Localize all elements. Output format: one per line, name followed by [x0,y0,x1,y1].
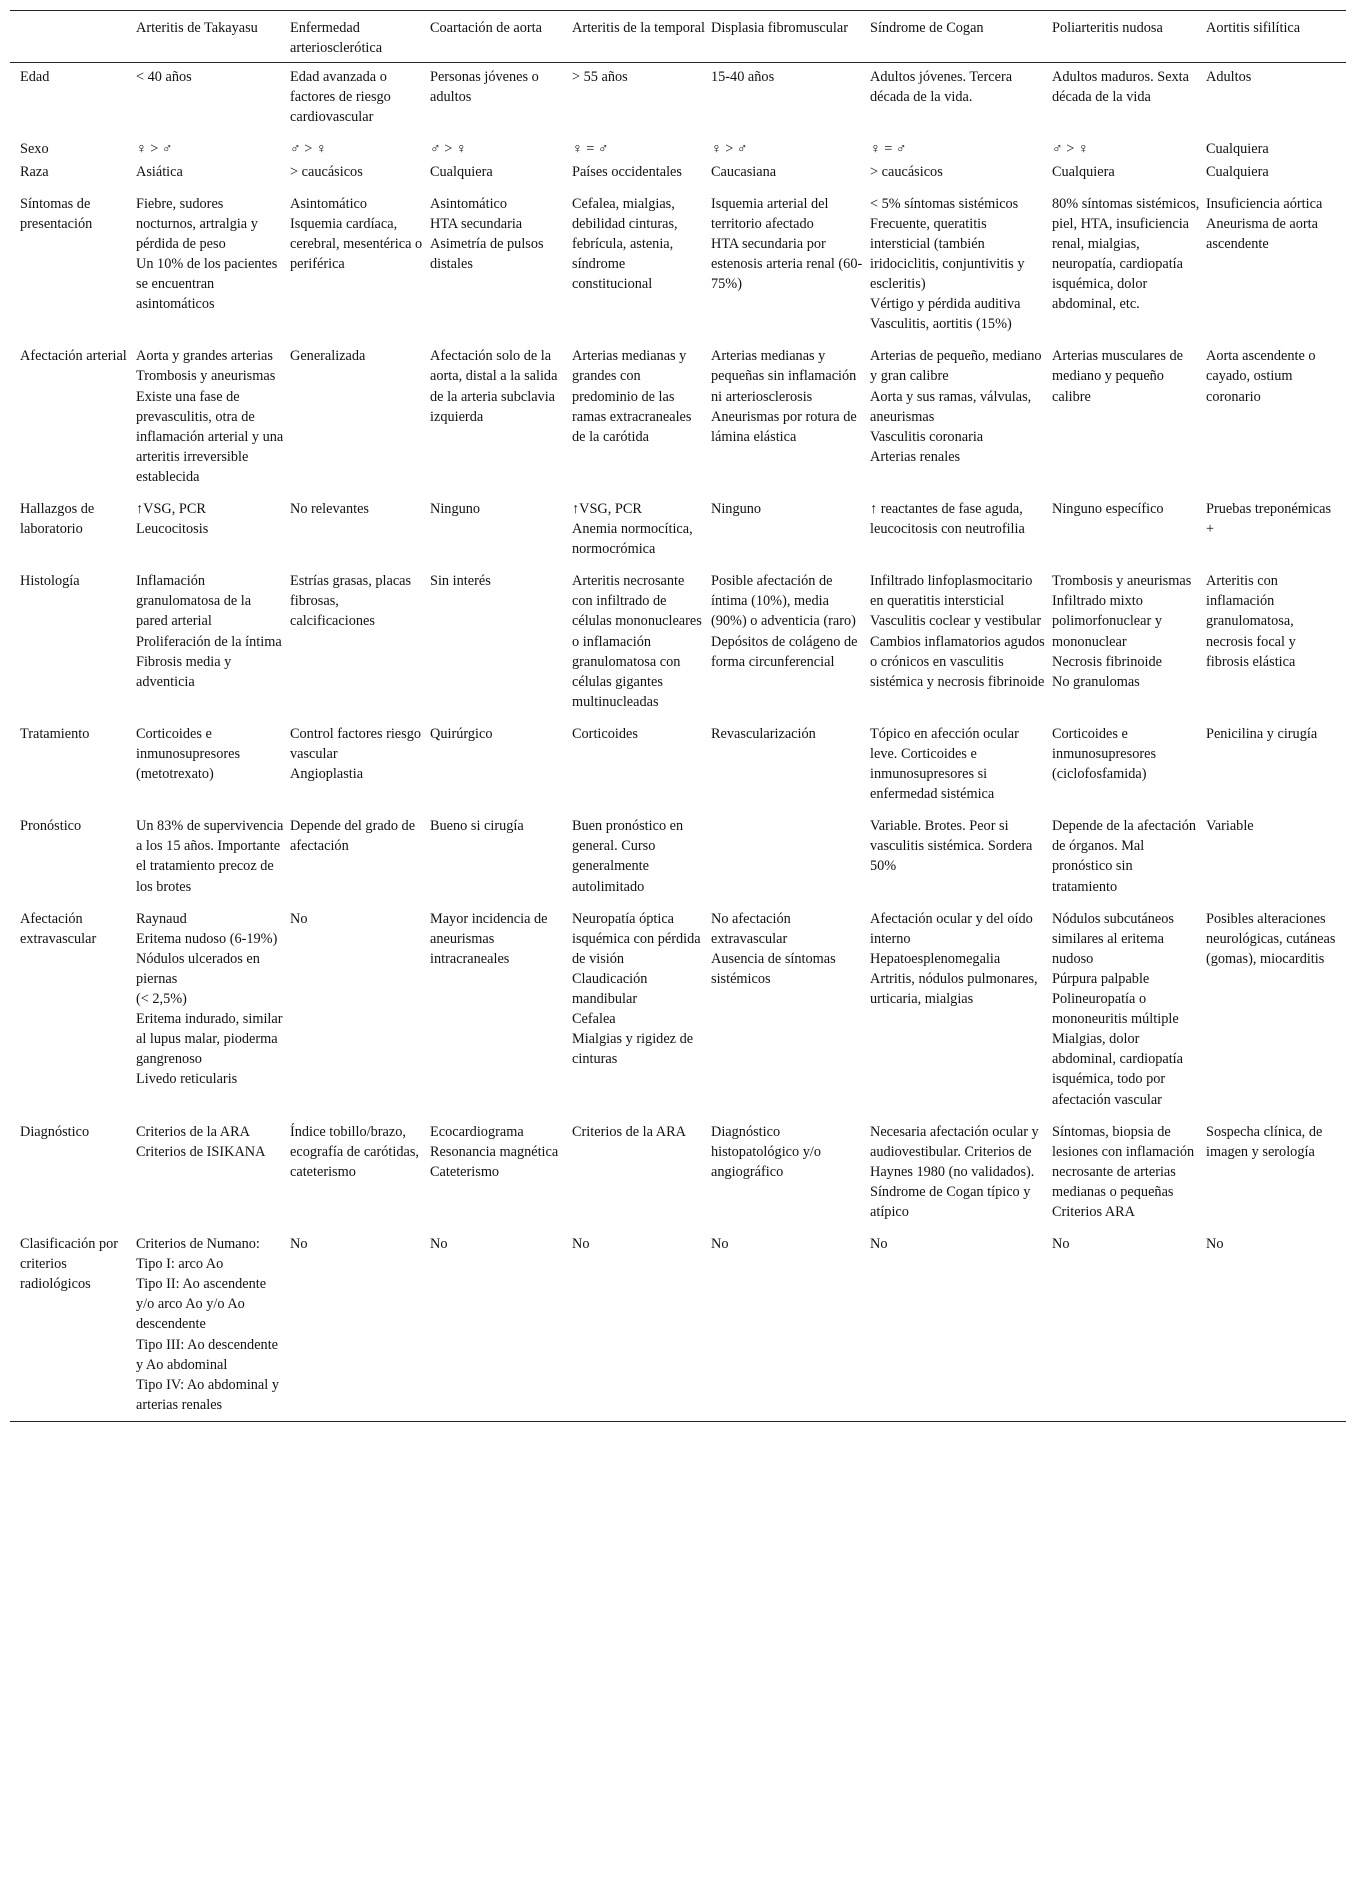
table-cell [1206,160,1346,182]
table-cell [1206,334,1346,487]
table-row [10,182,1346,335]
table-cell-text: No afectación extravascular Ausencia de síntomas sistémicos [711,910,836,987]
table-cell [136,160,290,182]
table-cell [290,334,430,487]
table-cell-text: No relevantes [290,500,369,517]
table-cell-text: Edad avanzada o factores de riesgo cardiovascular [290,69,391,126]
table-cell [290,127,430,159]
table-cell-text: ↑VSG, PCR Leucocitosis [136,500,209,538]
table-cell-text: Asiática [136,163,183,180]
table-cell [290,712,430,804]
table-cell [711,63,870,128]
table-cell [572,487,711,559]
table-cell-text: Arterias medianas y pequeñas sin inflamación ni arteriosclerosis Aneurismas por rotura de lámina elástica [711,348,857,445]
table-cell [1052,804,1206,896]
table-cell-text: Diagnóstico histopatológico y/o angiográfico [711,1123,821,1180]
row-label-text: Pronóstico [20,818,82,835]
row-label-text: Afectación extravascular [20,910,97,947]
table-cell [711,712,870,804]
table-cell-text: Caucasiana [711,163,777,180]
table-cell-text: < 5% síntomas sistémicos Frecuente, queratitis intersticial (también iridociclitis, conjuntivitis y escleritis) Vértigo y pérdida auditiva Vasculitis, aortitis (15%) [870,195,1025,333]
table-cell [572,804,711,896]
row-label-text: Diagnóstico [20,1123,90,1140]
table-cell [572,897,711,1110]
table-cell [290,160,430,182]
table-cell-text: No [1052,1236,1070,1253]
table-body [10,63,1346,1422]
table-row [10,1110,1346,1222]
row-label-text: Síntomas de presentación [20,195,93,232]
table-cell [1052,1222,1206,1421]
table-cell-text: ♀ = ♂ [870,141,907,158]
table-cell-text: Posibles alteraciones neurológicas, cutáneas (gomas), miocarditis [1206,910,1336,967]
table-cell-text: Arterias medianas y grandes con predominio de las ramas extracraneales de la carótida [572,348,692,445]
table-cell [711,1110,870,1222]
table-cell [136,559,290,712]
header-cell-sifilitica: Aortitis sifilítica [1206,20,1301,36]
table-cell-text: Neuropatía óptica isquémica con pérdida de visión Claudicación mandibular Cefalea Mialgias y rigidez de cinturas [572,910,701,1068]
table-cell-text: > caucásicos [290,163,363,180]
table-cell-text: Ninguno específico [1052,500,1164,517]
table-cell [430,1110,572,1222]
header-cell-cogan: Síndrome de Cogan [870,20,984,36]
table-cell-text: No [290,1236,308,1253]
table-cell [711,487,870,559]
table-cell-text: ♂ > ♀ [430,141,467,158]
table-cell-text: Necesaria afectación ocular y audiovestibular. Criterios de Haynes 1980 (no validados). Síndrome de Cogan típico y atípico [870,1123,1039,1220]
table-cell-text: Ecocardiograma Resonancia magnética Cateterismo [430,1123,559,1180]
table-cell-text: Afectación ocular y del oído interno Hepatoesplenomegalia Artritis, nódulos pulmonares, urticaria, mialgias [870,910,1038,1008]
header-row [10,11,1346,63]
table-cell-text: Adultos jóvenes. Tercera década de la vida. [870,69,1013,106]
table-cell [1206,1110,1346,1222]
table-cell-text: ↑VSG, PCR Anemia normocítica, normocrómica [572,500,693,558]
table-cell [136,804,290,896]
table-cell [1052,127,1206,159]
table-cell [290,897,430,1110]
table-cell [1206,487,1346,559]
table-cell-text: No [430,1236,448,1253]
header-cell-arteriosclerotica: Enfermedad arteriosclerótica [290,20,383,57]
table-cell-text: > caucásicos [870,163,943,180]
table-row [10,127,1346,159]
header-cell-temporal: Arteritis de la temporal [572,20,705,36]
table-cell-text: ♀ > ♂ [136,141,173,158]
table-cell [136,897,290,1110]
header-cell-coartacion: Coartación de aorta [430,20,542,36]
table-cell [1206,63,1346,128]
table-cell-text: Penicilina y cirugía [1206,725,1318,742]
table-cell-text: Bueno si cirugía [430,818,524,835]
table-cell-text: Variable [1206,818,1254,835]
row-label-text: Tratamiento [20,725,90,742]
row-label [10,804,136,896]
row-label [10,334,136,487]
table-cell-text: Corticoides e inmunosupresores (metotrexato) [136,725,241,783]
table-cell-text: Posible afectación de íntima (10%), media (90%) o adventicia (raro) Depósitos de colágeno de forma circunferencial [711,573,858,670]
table-cell [572,334,711,487]
row-label [10,487,136,559]
table-cell [430,712,572,804]
table-cell [870,804,1052,896]
table-cell [572,1222,711,1421]
table-cell-text: Revascularización [711,725,816,742]
table-cell [1052,182,1206,335]
table-cell [711,182,870,335]
row-label-text: Edad [20,69,50,86]
table-cell [572,127,711,159]
row-label [10,1110,136,1222]
table-cell [870,334,1052,487]
table-cell [870,63,1052,128]
row-label-text: Histología [20,573,80,590]
table-cell [1052,63,1206,128]
table-cell-text: Depende de la afectación de órganos. Mal pronóstico sin tratamiento [1052,818,1197,895]
table-cell-text: Ninguno [711,500,762,517]
table-cell-text: No [572,1236,590,1253]
header-cell-empty [10,11,136,63]
table-cell-text: No [1206,1236,1224,1253]
table-cell-text: Infiltrado linfoplasmocitario en queratitis intersticial Vasculitis coclear y vestibular Cambios inflamatorios agudos o crónicos en vasculitis sistémica y necrosis fibrinoide [870,573,1045,690]
table-cell [572,559,711,712]
table-cell [1052,334,1206,487]
table-cell [136,487,290,559]
table-cell [430,1222,572,1421]
table-cell [870,712,1052,804]
table-cell [1052,1110,1206,1222]
table-cell [430,804,572,896]
table-row [10,804,1346,896]
table-cell [870,487,1052,559]
table-cell-text: Variable. Brotes. Peor si vasculitis sistémica. Sordera 50% [870,818,1033,875]
table-cell-text: Tópico en afección ocular leve. Corticoides e inmunosupresores si enfermedad sistémica [870,725,1019,803]
table-row [10,897,1346,1110]
table-cell [711,1222,870,1421]
table-cell [711,804,870,896]
table-cell [430,897,572,1110]
table-cell [870,559,1052,712]
table-cell-text: ♂ > ♀ [1052,141,1089,158]
row-label [10,182,136,335]
table-cell-text: Afectación solo de la aorta, distal a la salida de la arteria subclavia izquierda [430,348,558,425]
table-cell-text: Adultos maduros. Sexta década de la vida [1052,69,1190,106]
table-cell-text: Fiebre, sudores nocturnos, artralgia y pérdida de peso Un 10% de los pacientes se encuentran asintomáticos [136,195,278,313]
table-cell [870,1110,1052,1222]
row-label [10,712,136,804]
table-cell [290,63,430,128]
table-cell-text: Sin interés [430,573,491,590]
table-cell-text: 15-40 años [711,69,775,86]
table-cell [290,182,430,335]
header-cell-takayasu: Arteritis de Takayasu [136,20,258,36]
table-cell [572,712,711,804]
table-cell-text: Quirúrgico [430,725,493,742]
table-row [10,487,1346,559]
table-cell [290,487,430,559]
row-label-text: Raza [20,163,49,180]
table-cell-text: Raynaud Eritema nudoso (6-19%) Nódulos ulcerados en piernas (< 2,5%) Eritema indurado, similar al lupus malar, pioderma gangrenoso Livedo reticularis [136,910,283,1088]
table-cell [1052,160,1206,182]
table-cell [290,1222,430,1421]
table-cell [136,1110,290,1222]
table-cell [870,897,1052,1110]
table-row [10,63,1346,128]
row-label [10,127,136,159]
table-cell-text: Cualquiera [1206,141,1269,158]
table-cell-text: No [870,1236,888,1253]
row-label [10,160,136,182]
table-cell-text: Aorta y grandes arterias Trombosis y aneurismas Existe una fase de prevasculitis, otra de inflamación arterial y una arteritis irreversible establecida [136,348,284,485]
row-label-text: Hallazgos de laboratorio [20,500,95,538]
table-cell-text: Generalizada [290,348,366,365]
table-cell-text: Cefalea, mialgias, debilidad cinturas, febrícula, astenia, síndrome constitucional [572,195,678,293]
table-cell-text: Arteritis necrosante con infiltrado de células mononucleares o inflamación granulomatosa con células gigantes multinucleadas [572,573,702,710]
vasculitis-comparison-table [10,10,1346,1422]
table-cell [1206,712,1346,804]
table-cell-text: Síntomas, biopsia de lesiones con inflamación necrosante de arterias medianas o pequeñas Criterios ARA [1052,1123,1195,1220]
table-cell-text: No [290,910,308,927]
table-cell [1206,127,1346,159]
table-cell-text: ♀ > ♂ [711,141,748,158]
table-cell-text: Criterios de la ARA Criterios de ISIKANA [136,1123,266,1160]
table-cell-text: Control factores riesgo vascular Angioplastia [290,725,422,783]
table-cell [430,182,572,335]
table-cell-text: Sospecha clínica, de imagen y serología [1206,1123,1323,1160]
table-cell [1052,712,1206,804]
table-cell [870,127,1052,159]
table-cell [430,63,572,128]
table-cell-text: Asintomático Isquemia cardíaca, cerebral, mesentérica o periférica [290,195,423,272]
table-cell [1206,804,1346,896]
table-row [10,334,1346,487]
table-cell-text: Depende del grado de afectación [290,818,416,855]
table-cell-text: ♀ = ♂ [572,141,609,158]
table-container [10,10,1346,1422]
table-cell [870,160,1052,182]
table-cell [1206,897,1346,1110]
table-cell [136,1222,290,1421]
table-cell-text: Cualquiera [430,163,493,180]
table-cell [711,897,870,1110]
table-cell-text: Asintomático HTA secundaria Asimetría de pulsos distales [430,195,544,272]
table-cell [430,487,572,559]
row-label [10,897,136,1110]
table-cell-text: Corticoides [572,725,638,742]
table-cell-text: Cualquiera [1052,163,1115,180]
table-cell [572,63,711,128]
table-cell-text: 80% síntomas sistémicos, piel, HTA, insuficiencia renal, mialgias, neuropatía, cardiopatía isquémica, dolor abdominal, etc. [1052,195,1200,313]
table-cell [711,334,870,487]
table-cell [430,127,572,159]
table-cell-text: No [711,1236,729,1253]
table-cell-text: Inflamación granulomatosa de la pared arterial Proliferación de la íntima Fibrosis media y adventicia [136,573,282,690]
table-cell [136,334,290,487]
table-cell-text: Pruebas treponémicas + [1206,500,1332,538]
table-cell [136,127,290,159]
table-cell [870,182,1052,335]
table-cell [136,712,290,804]
table-cell-text: ♂ > ♀ [290,141,327,158]
table-cell [1206,1222,1346,1421]
table-cell-text: Ninguno [430,500,481,517]
row-label [10,559,136,712]
header-cell-displasia: Displasia fibromuscular [711,20,848,36]
table-cell [430,559,572,712]
table-cell-text: Índice tobillo/brazo, ecografía de carótidas, cateterismo [290,1123,419,1180]
table-cell [430,334,572,487]
row-label-text: Afectación arterial [20,348,127,365]
table-cell [430,160,572,182]
table-cell-text: Aorta ascendente o cayado, ostium coronario [1206,348,1316,405]
table-row [10,712,1346,804]
table-cell-text: Criterios de la ARA [572,1123,686,1140]
row-label-text: Clasificación por criterios radiológicos [20,1236,119,1293]
table-row [10,160,1346,182]
table-cell-text: ↑ reactantes de fase aguda, leucocitosis con neutrofilia [870,500,1025,538]
table-row [10,559,1346,712]
row-label-text: Sexo [20,141,49,158]
table-cell-text: Buen pronóstico en general. Curso generalmente autolimitado [572,818,684,895]
table-row [10,1222,1346,1421]
table-cell [290,1110,430,1222]
table-cell [572,182,711,335]
table-cell-text: Países occidentales [572,163,682,180]
table-cell [1052,487,1206,559]
table-cell-text: Trombosis y aneurismas Infiltrado mixto polimorfonuclear y mononuclear Necrosis fibrinoide No granulomas [1052,573,1192,690]
table-cell [290,804,430,896]
table-cell-text: Adultos [1206,69,1252,86]
table-cell [711,127,870,159]
table-cell-text: Cualquiera [1206,163,1269,180]
table-cell [572,160,711,182]
row-label [10,63,136,128]
table-cell [136,182,290,335]
row-label [10,1222,136,1421]
table-cell [290,559,430,712]
table-cell [136,63,290,128]
table-cell [1052,559,1206,712]
table-cell-text: > 55 años [572,69,628,86]
table-cell [711,160,870,182]
table-cell [1052,897,1206,1110]
table-cell-text: Personas jóvenes o adultos [430,69,539,106]
table-cell-text: Un 83% de supervivencia a los 15 años. Importante el tratamiento precoz de los brotes [136,818,284,895]
table-cell-text: Estrías grasas, placas fibrosas, calcificaciones [290,573,412,630]
table-cell-text: Arterias de pequeño, mediano y gran calibre Aorta y sus ramas, válvulas, aneurismas Vasculitis coronaria Arterias renales [870,348,1042,465]
table-cell-text: Arterias musculares de mediano y pequeño calibre [1052,348,1184,405]
table-cell-text: Isquemia arterial del territorio afectado HTA secundaria por estenosis arteria renal (60-75%) [711,195,863,293]
table-cell-text: < 40 años [136,69,192,86]
table-cell-text: Insuficiencia aórtica Aneurisma de aorta ascendente [1206,195,1323,252]
table-cell-text: Corticoides e inmunosupresores (ciclofosfamida) [1052,725,1157,783]
table-cell-text: Arteritis con inflamación granulomatosa, necrosis focal y fibrosis elástica [1206,573,1296,670]
header-cell-poliarteritis: Poliarteritis nudosa [1052,20,1163,36]
table-cell [1206,559,1346,712]
table-cell-text: Nódulos subcutáneos similares al eritema nudoso Púrpura palpable Polineuropatía o mononeuritis múltiple Mialgias, dolor abdominal, cardiopatía isquémica, todo por afectación vascular [1052,910,1184,1108]
table-cell [1206,182,1346,335]
table-cell-text: Criterios de Numano: Tipo I: arco Ao Tipo II: Ao ascendente y/o arco Ao y/o Ao descendente Tipo III: Ao descendente y Ao abdominal Tipo IV: Ao abdominal y arterias renales [136,1236,279,1413]
table-cell [711,559,870,712]
table-cell [870,1222,1052,1421]
table-cell-text: Mayor incidencia de aneurismas intracraneales [430,910,548,967]
table-cell [572,1110,711,1222]
